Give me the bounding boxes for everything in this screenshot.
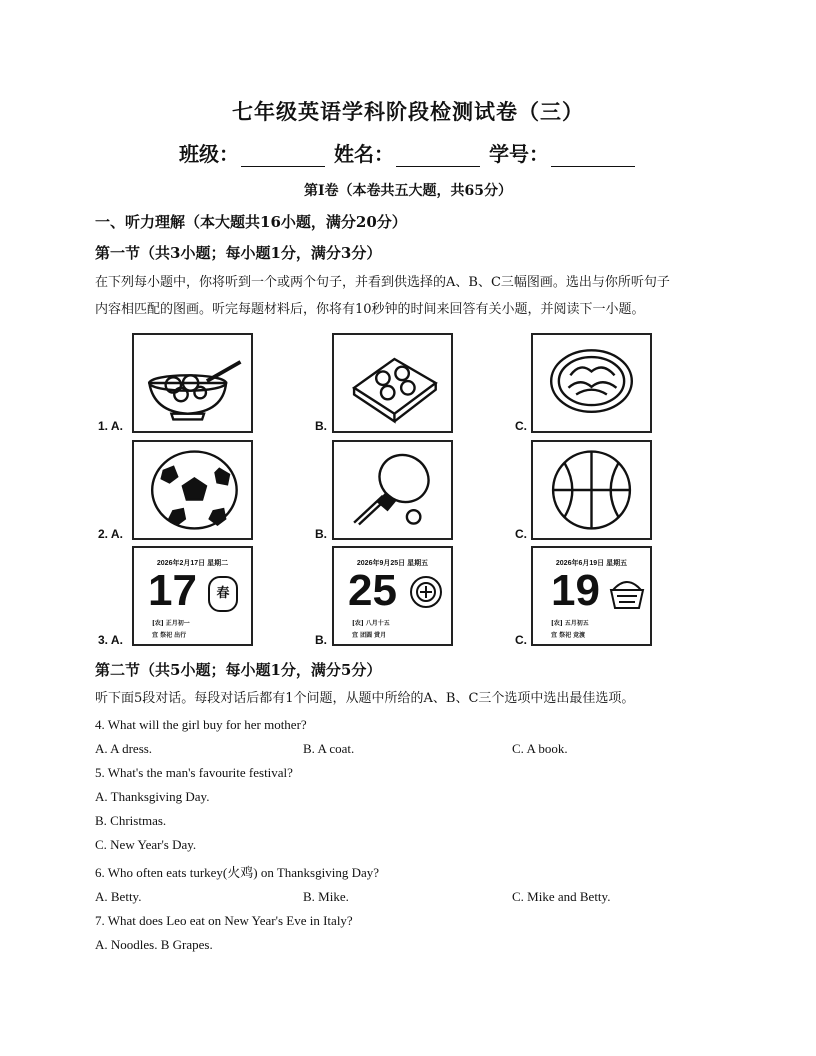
q4-option-a[interactable]: A. A dress. [95,741,153,756]
q6-option-a[interactable]: A. Betty. [95,889,142,904]
q5-option-c[interactable]: C. New Year's Day. [95,837,197,852]
option-label-3b: B. [315,633,327,647]
calendar-note: 宜 团圆 赏月 [352,632,387,639]
mooncake-icon [408,574,444,610]
section2-instructions: 听下面5段对话。每段对话后都有1个问题，从题中所给的A、B、C三个选项中选出最佳选项。 [95,691,635,706]
id-label: 学号： [488,142,549,166]
instruction-line: 在下列每小题中，你将听到一个或两个句子，并看到供选择的A、B、C三幅图画。选出与你所听句子 [95,275,670,290]
lantern-icon: 春 [208,576,238,612]
calendar-day: 17 [148,566,197,615]
calendar-jun19-icon[interactable] [531,546,652,646]
calendar-header: 2026年2月17日 星期二 [156,560,229,567]
ping-pong-paddle-icon[interactable] [332,440,453,540]
option-label-1b: B. [315,419,327,433]
calendar-lunar: [农] 正月初一 [152,620,190,627]
q6-stem: 6. Who often eats turkey(火鸡) on Thanksgiving Day? [95,865,380,880]
q4-option-c[interactable]: C. A book. [512,741,568,756]
q5-option-b[interactable]: B. Christmas. [95,813,167,828]
calendar-day: 25 [348,566,397,615]
section2-heading: 第二节（共5小题；每小题1分，满分5分） [95,661,382,679]
calendar-header: 2026年9月25日 星期五 [356,560,429,567]
mooncake-box-icon[interactable] [332,333,453,433]
class-label: 班级： [179,142,240,166]
section1-instructions [95,269,735,323]
section1-heading: 第一节（共3小题；每小题1分，满分3分） [95,244,382,262]
basketball-icon[interactable] [531,440,652,540]
instruction-line: 内容相匹配的图画。听完每题材料后，你将有10秒钟的时间来回答有关小题，并阅读下一小题。 [95,302,645,317]
calendar-note: 宜 祭祀 出行 [152,632,187,639]
dumplings-plate-icon[interactable] [531,333,652,433]
q4-option-b[interactable]: B. A coat. [303,741,355,756]
class-blank [241,146,325,167]
calendar-sep25-icon[interactable] [332,546,453,646]
page-title: 七年级英语学科阶段检测试卷（三） [232,99,584,124]
option-label-2a: 2. A. [98,527,123,541]
calendar-feb17-icon[interactable] [132,546,253,646]
q7-options[interactable]: A. Noodles. B Grapes. [95,937,213,952]
id-blank [551,146,635,167]
name-blank [396,146,480,167]
q7-stem: 7. What does Leo eat on New Year's Eve in Italy? [95,913,353,928]
calendar-header: 2026年6月19日 星期五 [555,560,628,567]
option-label-1a: 1. A. [98,419,123,433]
calendar-lunar: [农] 五月初五 [551,620,589,627]
option-label-1c: C. [515,419,527,433]
soccer-ball-icon[interactable] [132,440,253,540]
student-info-line [0,138,816,167]
q4-stem: 4. What will the girl buy for her mother? [95,717,307,732]
q5-option-a[interactable]: A. Thanksgiving Day. [95,789,210,804]
zongzi-basket-icon [609,574,645,612]
q5-stem: 5. What's the man's favourite festival? [95,765,293,780]
calendar-day: 19 [551,566,600,615]
calendar-lunar: [农] 八月十五 [352,620,390,627]
q6-option-c[interactable]: C. Mike and Betty. [512,889,611,904]
tangyuan-bowl-icon[interactable] [132,333,253,433]
option-label-3a: 3. A. [98,633,123,647]
part1-heading: 一、听力理解（本大题共16小题，满分20分） [95,213,407,231]
option-label-3c: C. [515,633,527,647]
option-label-2b: B. [315,527,327,541]
volume-heading: 第Ⅰ卷（本卷共五大题，共65分） [303,183,513,199]
option-label-2c: C. [515,527,527,541]
q6-option-b[interactable]: B. Mike. [303,889,349,904]
calendar-note: 宜 祭祀 竞渡 [551,632,586,639]
name-label: 姓名： [334,142,394,166]
